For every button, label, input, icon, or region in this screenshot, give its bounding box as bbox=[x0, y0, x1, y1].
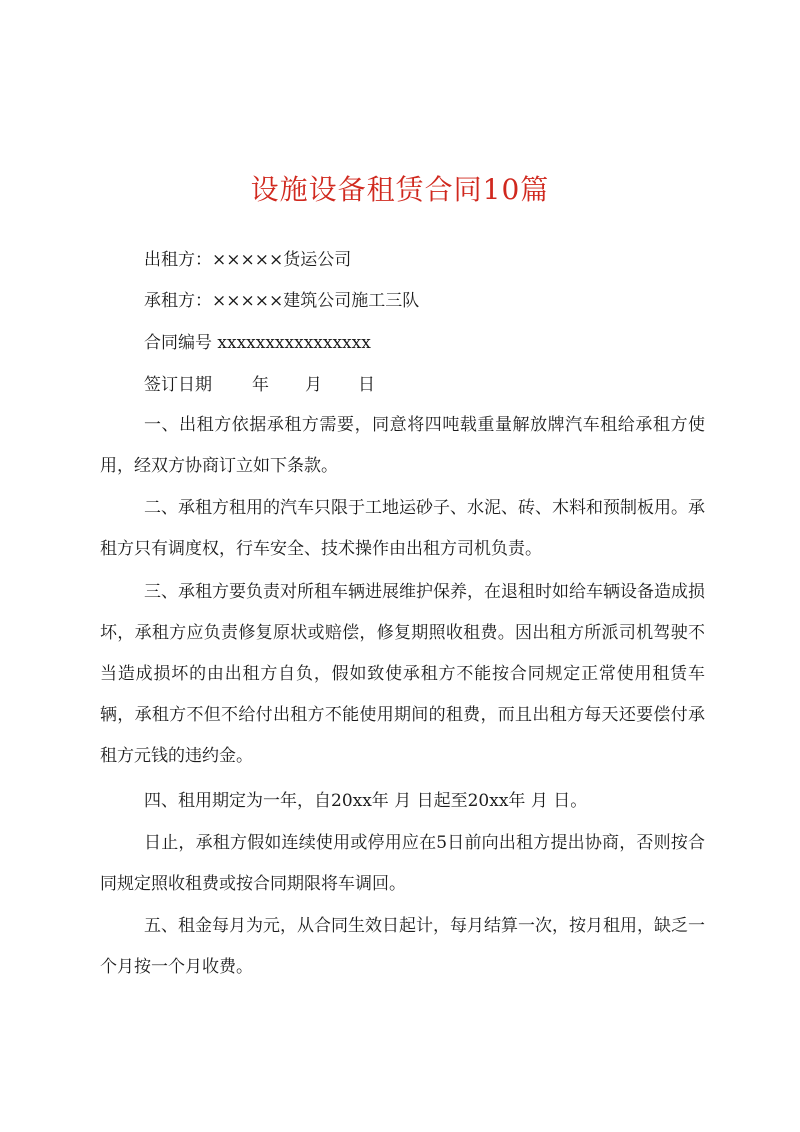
clause-2: 二、承租方租用的汽车只限于工地运砂子、水泥、砖、木料和预制板用。承租方只有调度权，行车安全、技术操作由出租方司机负责。 bbox=[100, 498, 705, 559]
clause-4-continued: 日止，承租方假如连续使用或停用应在5日前向出租方提出协商，否则按合同规定照收租费或按合同期限将车调回。 bbox=[100, 833, 705, 894]
contract-number-line: 合同编号 xxxxxxxxxxxxxxxx bbox=[144, 333, 371, 353]
clause-3: 三、承租方要负责对所租车辆进展维护保养，在退租时如给车辆设备造成损坏，承租方应负责修复原状或赔偿，修复期照收租费。因出租方所派司机驾驶不当造成损坏的由出租方自负，假如致使承租方不能按合同规定正常使用租赁车辆，承租方不但不给付出租方不能使用期间的租费，而且出租方每天还要偿付承租方元钱的违约金。 bbox=[100, 582, 705, 766]
sign-date-year: 年 bbox=[252, 375, 269, 395]
lessee-line: 承租方：×××××建筑公司施工三队 bbox=[144, 291, 420, 311]
sign-date-line bbox=[144, 372, 375, 398]
clause-4: 四、租用期定为一年，自20xx年 月 日起至20xx年 月 日。 bbox=[144, 791, 588, 811]
document-title: 设施设备租赁合同10篇 bbox=[250, 173, 550, 206]
clause-5: 五、租金每月为元，从合同生效日起计，每月结算一次，按月租用，缺乏一个月按一个月收费。 bbox=[100, 916, 705, 977]
lessor-line: 出租方：×××××货运公司 bbox=[144, 250, 352, 270]
sign-date-month: 月 bbox=[305, 375, 322, 395]
clause-1: 一、出租方依据承租方需要，同意将四吨载重量解放牌汽车租给承租方使用，经双方协商订立如下条款。 bbox=[100, 415, 705, 476]
sign-date-day: 日 bbox=[358, 375, 375, 395]
sign-date-label: 签订日期 bbox=[144, 375, 212, 395]
